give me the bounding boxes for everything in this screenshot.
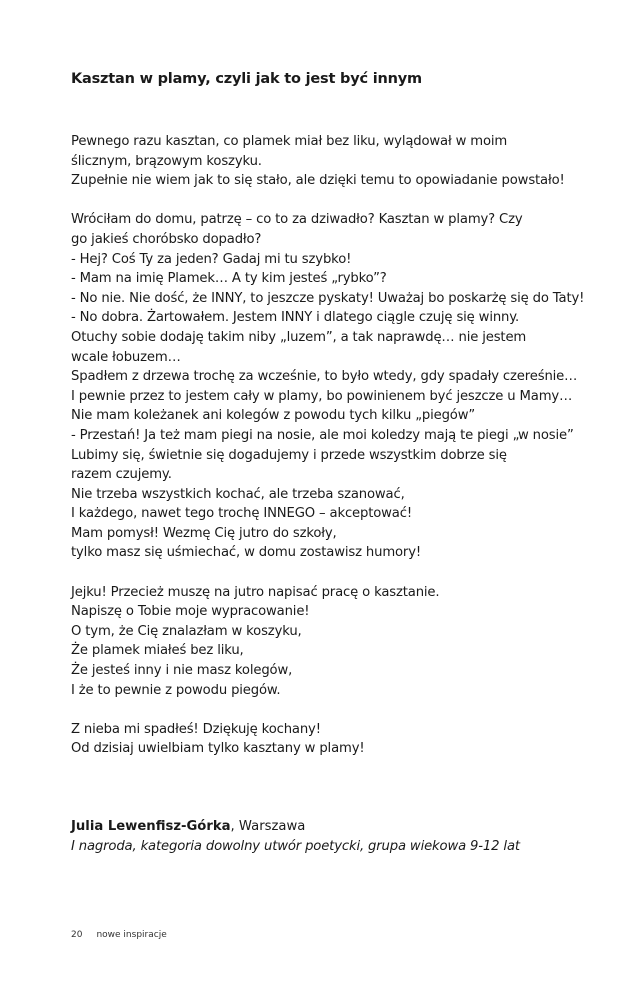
poem-line: Lubimy się, świetnie się dogadujemy i przede wszystkim dobrze się	[71, 447, 507, 463]
poem-line: razem czujemy.	[71, 467, 172, 483]
page-number: 20	[71, 930, 83, 940]
page-footer	[71, 929, 167, 941]
poem-line: O tym, że Cię znalazłam w koszyku,	[71, 623, 302, 639]
poem-body	[71, 132, 611, 779]
poem-line: - Mam na imię Plamek… A ty kim jesteś „rybko”?	[71, 271, 387, 287]
poem-line: - No dobra. Żartowałem. Jestem INNY i dlatego ciągle czuję się winny.	[71, 310, 520, 326]
poem-line: Napiszę o Tobie moje wypracowanie!	[71, 604, 310, 620]
poem-line: Pewnego razu kasztan, co plamek miał bez liku, wylądował w moim	[71, 134, 508, 149]
author-block	[71, 817, 520, 857]
stanza-4	[71, 720, 611, 759]
publication-name: nowe inspiracje	[96, 930, 167, 940]
poem-line: I że to pewnie z powodu piegów.	[71, 682, 281, 698]
author-city: , Warszawa	[230, 819, 306, 834]
poem-line: - No nie. Nie dość, że INNY, to jeszcze pyskaty! Uważaj bo poskarżę się do Taty!	[71, 290, 585, 306]
poem-line: Spadłem z drzewa trochę za wcześnie, to było wtedy, gdy spadały czereśnie…	[71, 369, 578, 385]
poem-line: I pewnie przez to jestem cały w plamy, bo powinienem być jeszcze u Mamy…	[71, 388, 573, 404]
poem-line: I każdego, nawet tego trochę INNEGO – akceptować!	[71, 506, 412, 522]
poem-line: Nie trzeba wszystkich kochać, ale trzeba szanować,	[71, 486, 405, 502]
award-note: I nagroda, kategoria dowolny utwór poetycki, grupa wiekowa 9-12 lat	[71, 839, 520, 854]
author-name: Julia Lewenfisz-Górka	[71, 819, 231, 834]
poem-line: Mam pomysł! Wezmę Cię jutro do szkoły,	[71, 525, 337, 541]
stanza-1	[71, 132, 611, 191]
poem-line: go jakieś choróbsko dopadło?	[71, 231, 262, 247]
poem-line: Od dzisiaj uwielbiam tylko kasztany w plamy!	[71, 741, 365, 757]
poem-title: Kasztan w plamy, czyli jak to jest być innym	[71, 71, 422, 87]
poem-line: tylko masz się uśmiechać, w domu zostawisz humory!	[71, 545, 421, 561]
poem-line: Że plamek miałeś bez liku,	[71, 643, 244, 659]
poem-line: wcale łobuzem…	[71, 349, 181, 365]
poem-line: Wróciłam do domu, patrzę – co to za dziwadło? Kasztan w plamy? Czy	[71, 212, 523, 228]
poem-line: Zupełnie nie wiem jak to się stało, ale dzięki temu to opowiadanie powstało!	[71, 173, 565, 189]
poem-line: - Hej? Coś Ty za jeden? Gadaj mi tu szybko!	[71, 251, 352, 267]
poem-line: Że jesteś inny i nie masz kolegów,	[71, 663, 293, 679]
poem-line: Otuchy sobie dodaję takim niby „luzem”, a tak naprawdę… nie jestem	[71, 329, 527, 345]
poem-line: - Przestań! Ja też mam piegi na nosie, ale moi koledzy mają te piegi „w nosie”	[71, 427, 574, 443]
stanza-3	[71, 583, 611, 701]
poem-line: Jejku! Przecież muszę na jutro napisać pracę o kasztanie.	[71, 584, 440, 600]
stanza-2	[71, 210, 611, 563]
poem-line: Z nieba mi spadłeś! Dziękuję kochany!	[71, 721, 321, 737]
poem-line: Nie mam koleżanek ani kolegów z powodu tych kilku „piegów”	[71, 408, 476, 424]
poem-line: ślicznym, brązowym koszyku.	[71, 153, 262, 169]
